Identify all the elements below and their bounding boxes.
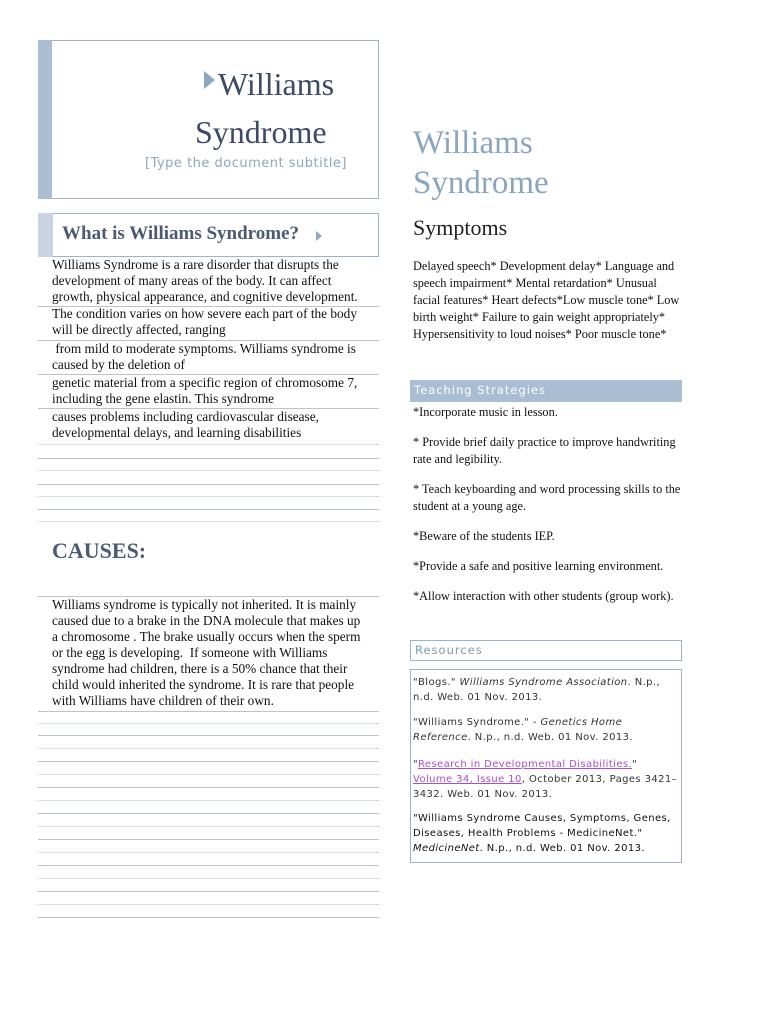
reference-source: Genetics Home Reference [413, 717, 623, 743]
ruled-line [38, 787, 379, 788]
symptoms-heading: Symptoms [413, 215, 508, 240]
what-line: developmental delays, and learning disabilities [52, 425, 302, 440]
document-title-line1: Williams [218, 66, 335, 102]
ruled-line [38, 723, 379, 724]
reference-item [413, 757, 678, 802]
ruled-line [38, 891, 379, 892]
resources-heading: Resources [415, 643, 483, 657]
title-arrow-icon [204, 71, 215, 89]
causes-line: caused due to a brake in the DNA molecule that makes up [52, 613, 361, 628]
ruled-line [38, 865, 379, 866]
sidebar-title-line2: Syndrome [413, 165, 549, 201]
teaching-heading: Teaching Strategies [414, 383, 546, 397]
what-heading-accent [38, 213, 53, 257]
causes-line: with Williams have children of their own. [52, 693, 274, 708]
causes-line: child would inherited the syndrome. It is rare that people [52, 677, 355, 692]
ruled-line [38, 470, 379, 471]
ruled-line [38, 496, 379, 497]
reference-link-volume[interactable]: Volume 34, Issue 10 [413, 774, 522, 785]
sidebar-title-line1: Williams [413, 125, 533, 161]
ruled-line [38, 800, 379, 801]
what-line: The condition varies on how severe each part of the body [52, 306, 357, 321]
what-line: caused by the deletion of [52, 357, 185, 372]
what-line: Williams Syndrome is a rare disorder that disrupts the [52, 257, 339, 272]
reference-text: . N.p., n.d. Web. 01 Nov. 2013. [467, 732, 633, 743]
what-line: from mild to moderate symptoms. Williams syndrome is [52, 341, 356, 356]
reference-item [413, 675, 678, 705]
what-line: growth, physical appearance, and cognitive development. [52, 289, 358, 304]
reference-item [413, 811, 678, 856]
reference-link-journal[interactable]: Research in Developmental Disabilities. [418, 759, 633, 770]
strategy-item: *Beware of the students IEP. [413, 529, 555, 543]
ruled-line [38, 917, 379, 918]
reference-text: "Williams Syndrome." - [413, 717, 541, 728]
ruled-line [38, 444, 379, 445]
reference-source: Williams Syndrome Association [459, 677, 628, 688]
strategy-item: *Provide a safe and positive learning environment. [413, 559, 664, 573]
what-line: will be directly affected, ranging [52, 322, 226, 337]
ruled-line [38, 774, 379, 775]
causes-line: or the egg is developing. If someone with Williams [52, 645, 328, 660]
reference-item [413, 715, 678, 745]
ruled-line [38, 509, 379, 510]
ruled-line [38, 761, 379, 762]
ruled-line [38, 839, 379, 840]
strategy-item: * Teach keyboarding and word processing skills to the student at a young age. [413, 482, 681, 513]
ruled-line [38, 813, 379, 814]
strategy-item: * Provide brief daily practice to improve handwriting rate and legibility. [413, 435, 676, 466]
ruled-line [38, 748, 379, 749]
document-title-line2: Syndrome [195, 114, 327, 150]
ruled-line [38, 521, 379, 522]
what-line: development of many areas of the body. It can affect [52, 273, 332, 288]
reference-text: . N.p., n.d. Web. 01 Nov. 2013. [413, 677, 661, 703]
reference-text: " [632, 759, 638, 770]
ruled-line [38, 711, 379, 712]
ruled-line [38, 852, 379, 853]
symptoms-text: Delayed speech* Development delay* Language and speech impairment* Mental retardation* Unusual facial features* Heart defects*Low muscle tone* Low birth weight* Failure to gain weight appropriately* Hypersensitivity to loud noises* Poor muscle tone* [413, 259, 680, 341]
ruled-line [38, 735, 379, 736]
causes-heading: CAUSES: [52, 538, 147, 563]
ruled-line [38, 904, 379, 905]
document-subtitle-placeholder[interactable]: [Type the document subtitle] [145, 156, 348, 171]
title-accent-bar [38, 40, 52, 199]
what-heading: What is Williams Syndrome? [62, 223, 300, 244]
reference-text: "Williams Syndrome Causes, Symptoms, Genes, Diseases, Health Problems - MedicineNet." [413, 813, 671, 839]
what-arrow-icon [316, 231, 322, 241]
strategy-item: *Allow interaction with other students (group work). [413, 589, 674, 603]
ruled-line [38, 458, 379, 459]
reference-text: " [413, 759, 418, 770]
reference-text: "Blogs." [413, 677, 460, 688]
reference-text: , October 2013, Pages 3421–3432. Web. 01 Nov. 2013. [413, 774, 678, 800]
what-line: genetic material from a specific region of chromosome 7, [52, 375, 358, 390]
reference-source: MedicineNet [413, 843, 480, 854]
causes-line: Williams syndrome is typically not inherited. It is mainly [52, 597, 357, 612]
ruled-line [38, 826, 379, 827]
ruled-line [38, 878, 379, 879]
what-line: including the gene elastin. This syndrome [52, 391, 275, 406]
causes-line: a chromosome . The brake usually occurs when the sperm [52, 629, 361, 644]
ruled-line [38, 484, 379, 485]
reference-text: . N.p., n.d. Web. 01 Nov. 2013. [479, 843, 645, 854]
strategy-item: *Incorporate music in lesson. [413, 405, 558, 419]
what-line: causes problems including cardiovascular disease, [52, 409, 319, 424]
causes-line: syndrome had children, there is a 50% chance that their [52, 661, 348, 676]
